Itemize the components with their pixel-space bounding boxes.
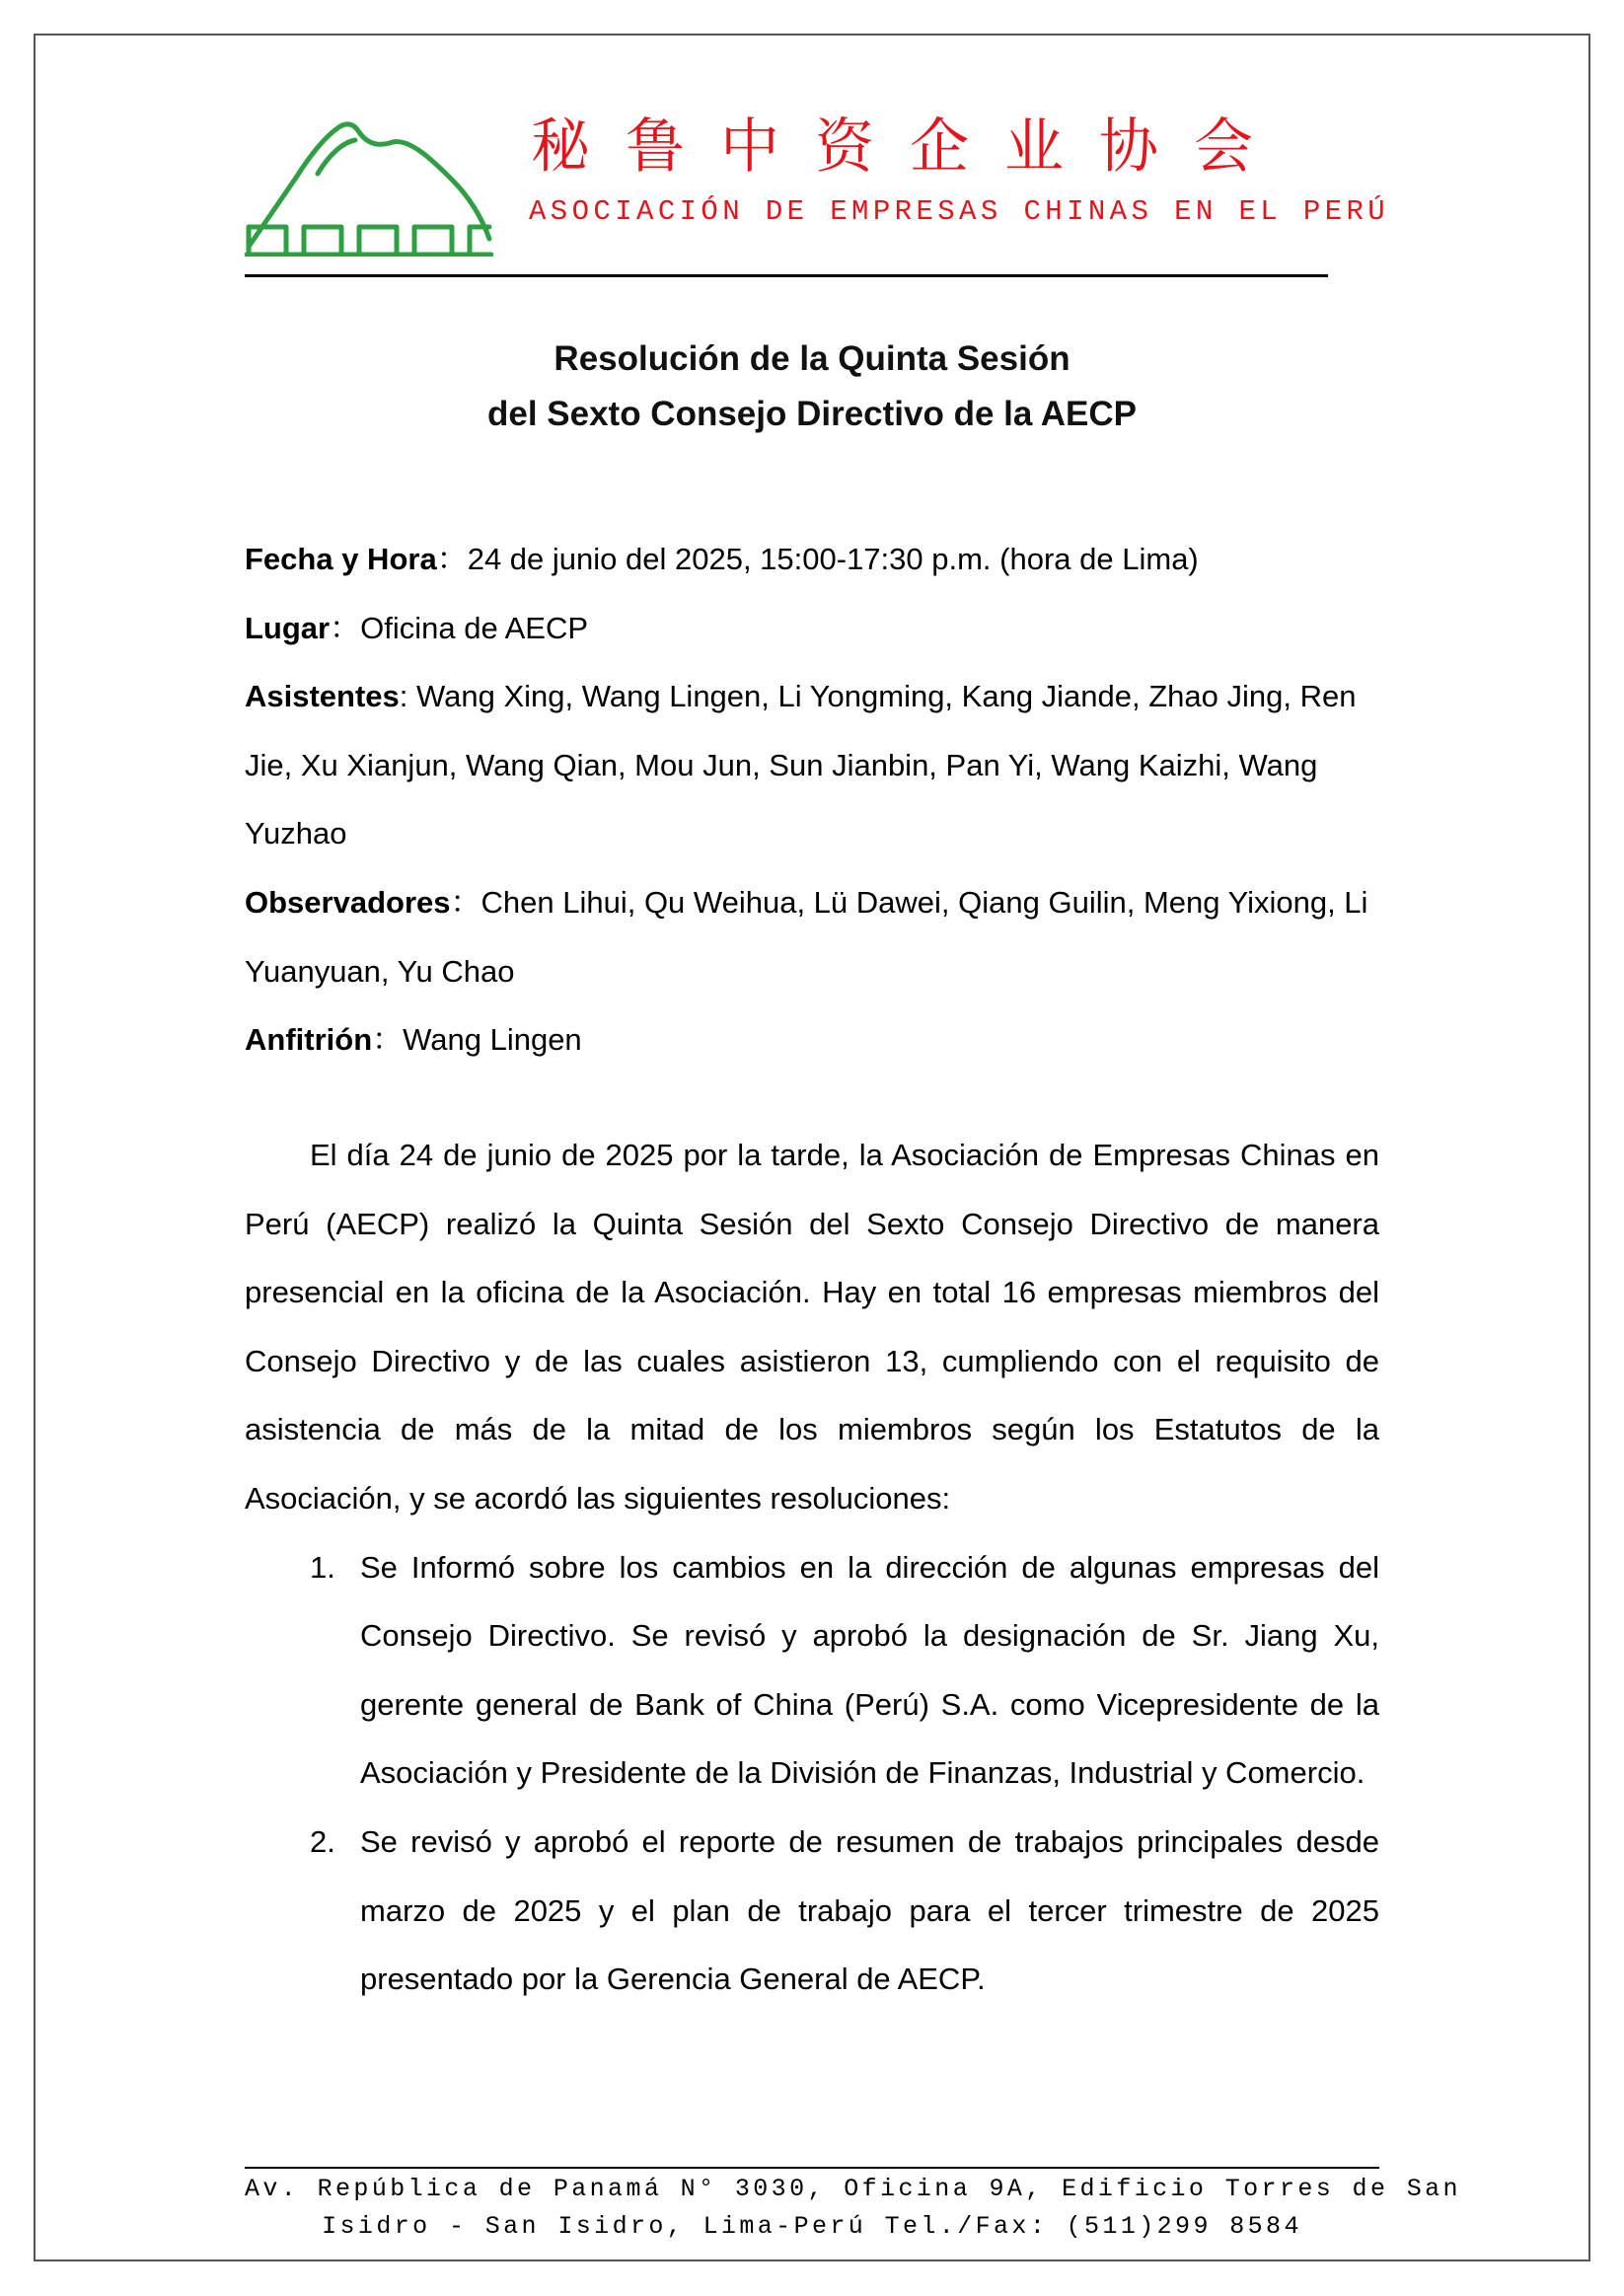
title-line-2: del Sexto Consejo Directivo de la AECP (486, 395, 1138, 433)
mountain-bridge-logo-icon (245, 118, 493, 257)
observers-label: Observadores (245, 884, 451, 920)
place-label: Lugar (245, 610, 331, 645)
footer-divider (245, 2167, 1379, 2169)
host-value: Wang Lingen (403, 1022, 582, 1058)
letterhead (245, 107, 1390, 284)
intro-paragraph: El día 24 de junio de 2025 por la tarde, la Asociación de Empresas Chinas en Perú (AECP) realizó la Quinta Sesión del Sexto Consejo Directivo de manera presencial en la oficina de la Asociación. Hay en total 16 empresas miembros del Consejo Directivo y de las cuales asistieron 13, cumpliendo con el requisito de asistencia de más de la mitad de los miembros según los Estatutos de la Asociación, y se acordó las siguientes resoluciones: (245, 1138, 1379, 1516)
date-time-label: Fecha y Hora (245, 542, 437, 576)
place-row (245, 594, 1379, 663)
org-name-spanish: ASOCIACIÓN DE EMPRESAS CHINAS EN EL PERÚ (529, 195, 1390, 228)
date-time-value: 24 de junio del 2025, 15:00-17:30 p.m. (hora de Lima) (467, 542, 1199, 576)
date-time-row (245, 525, 1379, 594)
resolution-text: Se Informó sobre los cambios en la dirección de algunas empresas del Consejo Directivo. Se revisó y aprobó la designación de Sr. Jiang Xu, gerente general de Bank of China (Perú) S.A. como Vicepresidente de la Asociación y Presidente de la División de Finanzas, Industrial y Comercio. (360, 1549, 1379, 1791)
resolution-number: 2. (310, 1823, 335, 1859)
host-row (245, 1005, 1379, 1074)
host-separator: ： (372, 1022, 404, 1058)
footer-line-2: Isidro - San Isidro, Lima-Perú Tel./Fax: (511)299 8584 (322, 2212, 1302, 2241)
resolution-item (245, 1533, 1379, 1808)
observers-row (245, 868, 1379, 1005)
footer-address (245, 2171, 1461, 2246)
resolution-number: 1. (310, 1549, 335, 1585)
org-name-chinese: 秘鲁中资企业协会 (531, 112, 1289, 182)
resolution-item (245, 1808, 1379, 2014)
footer-line-1: Av. República de Panamá N° 3030, Oficina 9A, Edificio Torres de San (245, 2175, 1461, 2203)
resolution-body (245, 1121, 1379, 2014)
resolutions-list (245, 1533, 1379, 2014)
observers-value: Chen Lihui, Qu Weihua, Lü Dawei, Qiang Guilin, Meng Yixiong, Li Yuanyuan, Yu Chao (245, 884, 1368, 989)
place-separator: ： (330, 610, 361, 645)
attendees-row (245, 662, 1379, 868)
observers-separator: ： (450, 884, 481, 920)
date-time-separator: ： (436, 542, 468, 576)
resolution-text: Se revisó y aprobó el reporte de resumen de trabajos principales desde marzo de 2025 y el plan de trabajo para el tercer trimestre de 2025 presentado por la Gerencia General de AECP. (360, 1823, 1379, 1997)
place-value: Oficina de AECP (360, 610, 589, 645)
header-divider (245, 274, 1328, 277)
attendees-value: Wang Xing, Wang Lingen, Li Yongming, Kang Jiande, Zhao Jing, Ren Jie, Xu Xianjun, Wang Qian, Mou Jun, Sun Jianbin, Pan Yi, Wang Kaizhi, Wang Yuzhao (245, 679, 1357, 852)
document-title (0, 332, 1624, 442)
title-line-1: Resolución de la Quinta Sesión (554, 339, 1070, 378)
meeting-details (245, 525, 1379, 1074)
host-label: Anfitrión (245, 1022, 373, 1058)
attendees-separator: : (399, 679, 417, 714)
attendees-label: Asistentes (245, 679, 400, 714)
